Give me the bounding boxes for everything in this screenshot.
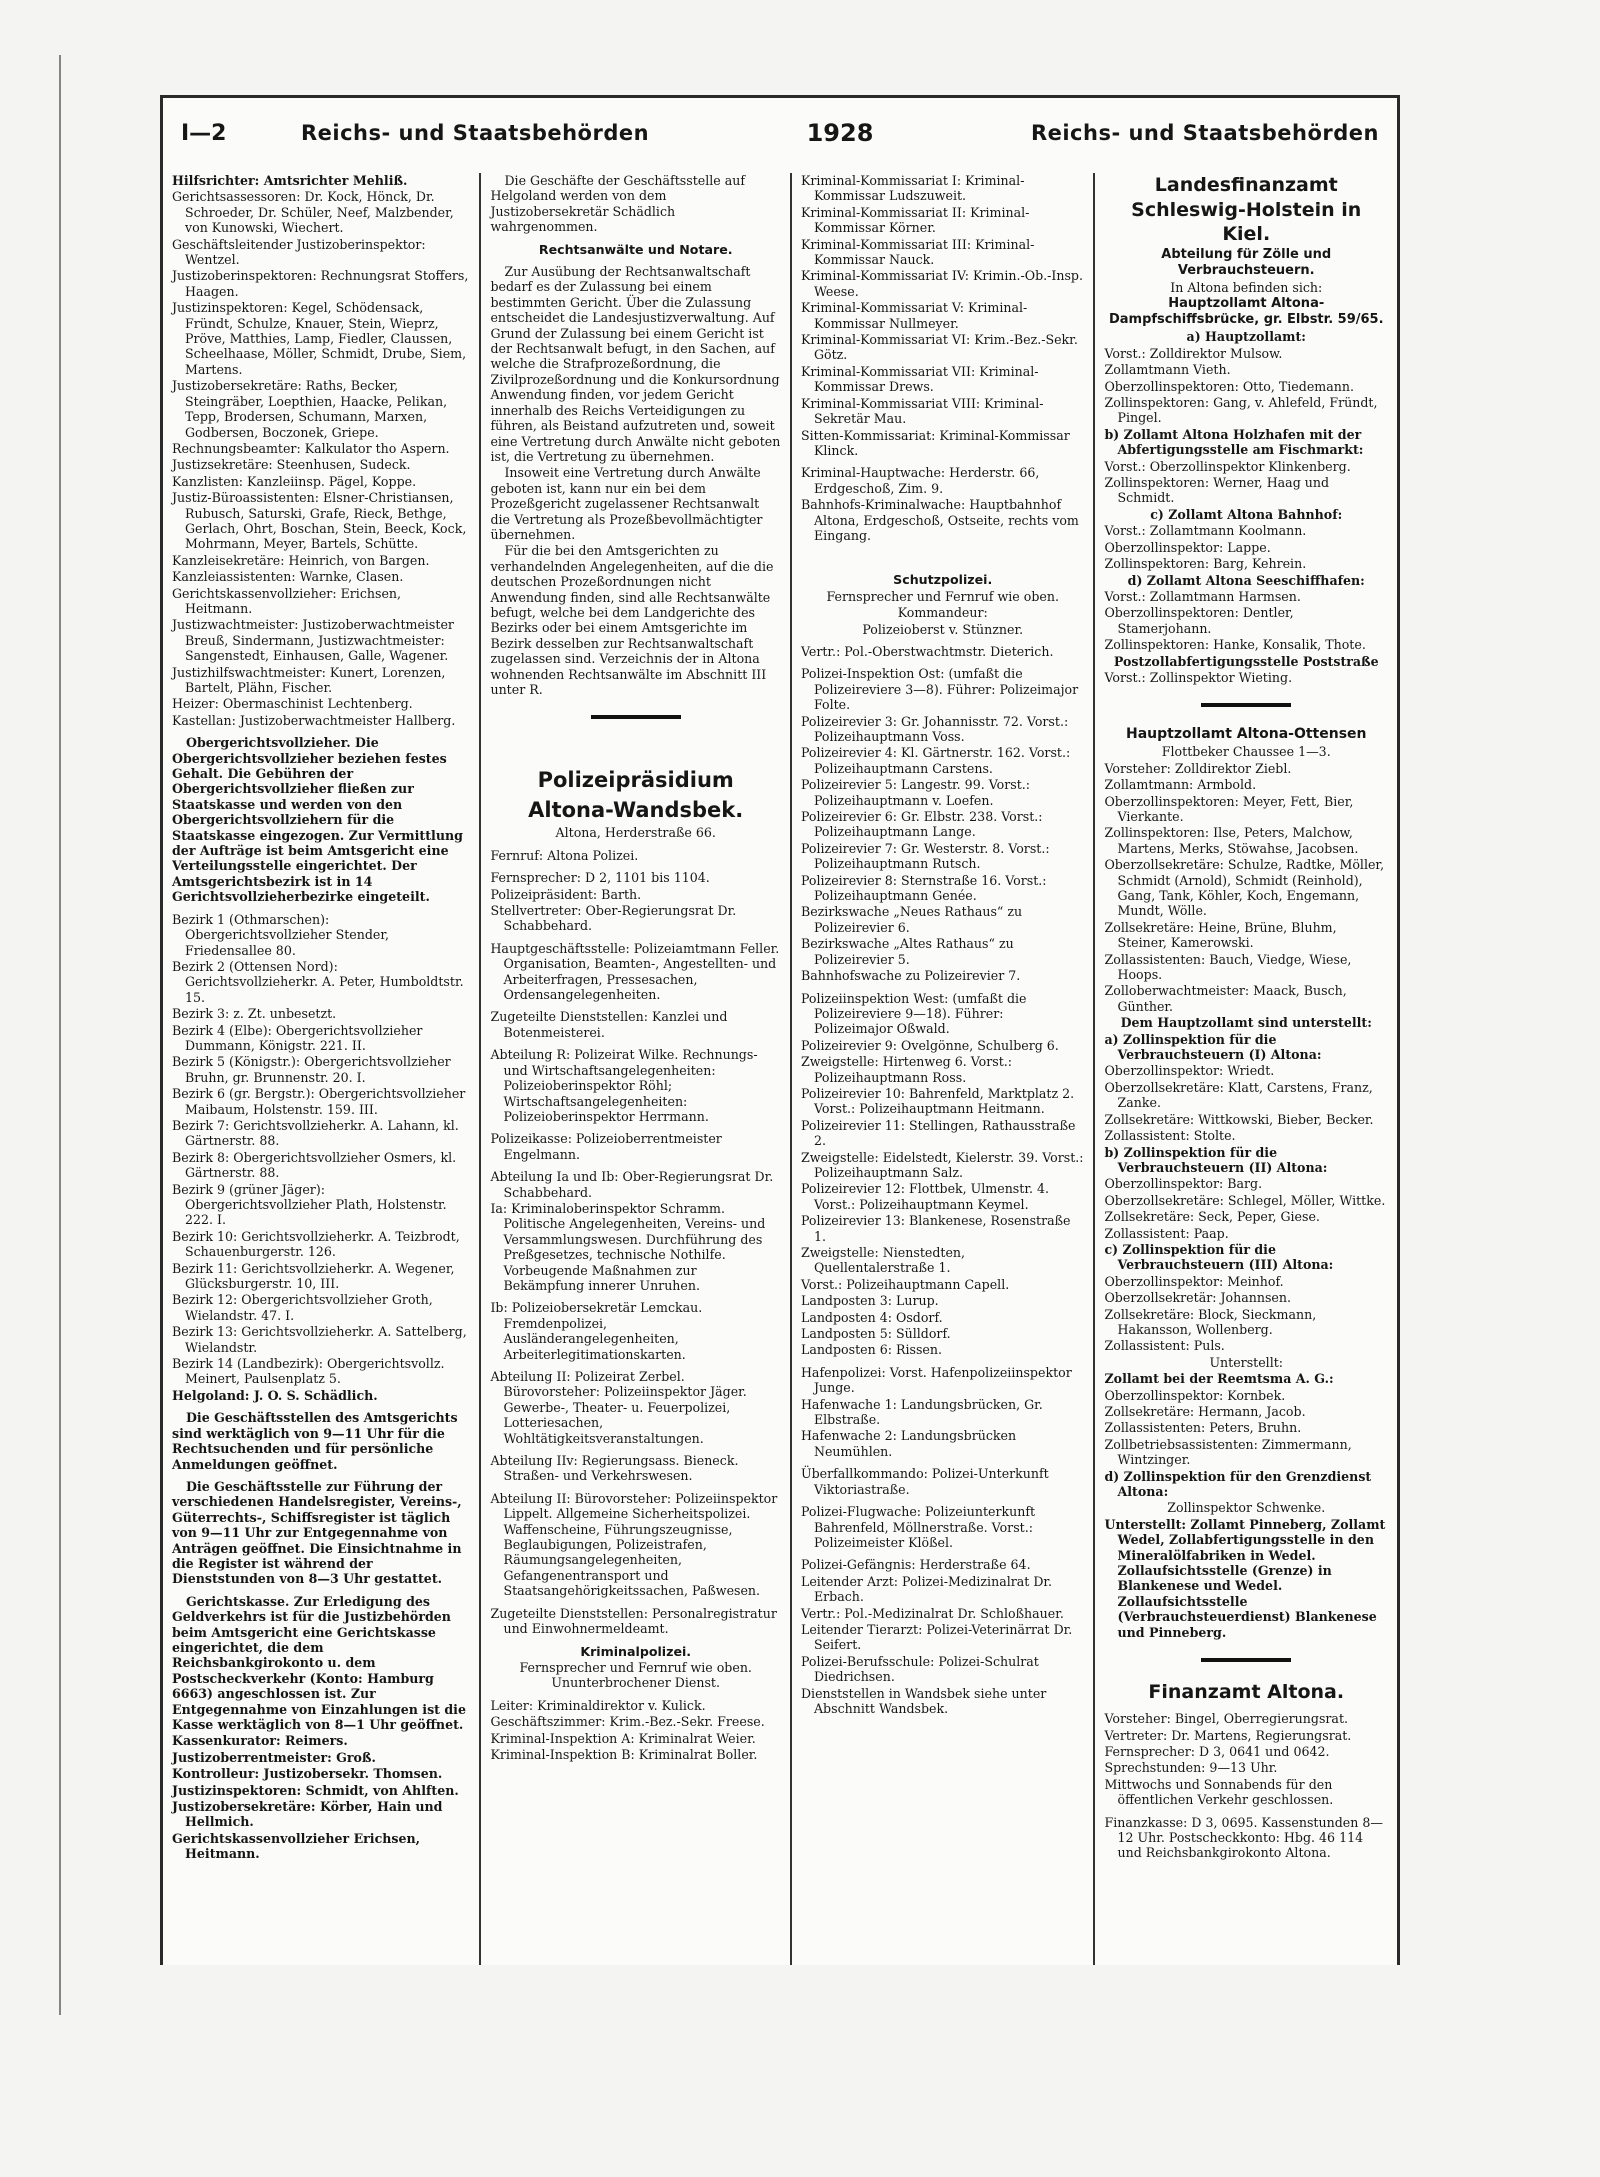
address: Flottbeker Chaussee 1—3.: [1161, 744, 1331, 760]
section-title: Altona-Wandsbek.: [528, 798, 744, 823]
entry: Oberzollinspektor: Kornbek.: [1104, 1387, 1286, 1403]
entry: Vorst.: Zolldirektor Mulsow.: [1104, 345, 1283, 361]
subheading: Polizeioberst v. Stünzner.: [862, 621, 1024, 637]
entry: Oberzollinspektoren: Meyer, Fett, Bier, Vierkante.: [1104, 793, 1354, 824]
bezirk-entry: Bezirk 2 (Ottensen Nord): Gerichtsvollzieherkr. A. Peter, Humboldtstr. 15.: [172, 958, 464, 1005]
subheading: a) Hauptzollamt:: [1186, 329, 1306, 345]
bezirk-entry: Bezirk 12: Obergerichtsvollzieher Groth, Wielandstr. 47. I.: [172, 1292, 433, 1323]
section-divider: [1201, 703, 1291, 707]
header-left-title: Reichs- und Staatsbehörden: [301, 121, 650, 145]
entry: Kanzleiassistenten: Warnke, Clasen.: [172, 569, 404, 585]
entry: Stellvertreter: Ober-Regierungsrat Dr. Schabbehard.: [490, 903, 737, 934]
entry: Zugeteilte Dienststellen: Kanzlei und Botenmeisterei.: [490, 1009, 728, 1040]
entry: Zollamt bei der Reemtsma A. G.:: [1104, 1371, 1334, 1387]
entry: Zolloberwachtmeister: Maack, Busch, Günther.: [1104, 983, 1347, 1014]
entry: Zollamtmann Vieth.: [1104, 362, 1231, 378]
entry: Überfallkommando: Polizei-Unterkunft Viktoriastraße.: [800, 1466, 1049, 1497]
entry: Polizeirevier 9: Ovelgönne, Schulberg 6.: [800, 1037, 1059, 1053]
entry: Justizoberrentmeister: Groß.: [172, 1749, 376, 1765]
bezirk-entry: Bezirk 10: Gerichtsvollzieherkr. A. Teizbrodt, Schauenburgerstr. 126.: [172, 1228, 460, 1260]
entry: Bezirkswache „Neues Rathaus“ zu Polizeirevier 6.: [800, 904, 1023, 935]
subheading: Hauptzollamt Altona-Dampfschiffsbrücke, gr. Elbstr. 59/65.: [1108, 296, 1384, 328]
entry: Oberzollsekretäre: Schulze, Radtke, Möller, Schmidt (Arnold), Schmidt (Reinhold), Gang, Tank, Köhler, Koch, Engemann, Mundt, Wölle.: [1104, 857, 1385, 919]
subheading: Kommandeur:: [897, 605, 988, 621]
section-heading: Schutzpolizei.: [893, 572, 993, 588]
entry: d) Zollinspektion für den Grenzdienst Altona:: [1104, 1468, 1372, 1500]
section-title: Hauptzollamt Altona-Ottensen: [1125, 726, 1367, 743]
entry: Leiter: Kriminaldirektor v. Kulick.: [490, 1697, 706, 1713]
entry: Justizwachtmeister: Justizoberwachtmeister Breuß, Sindermann, Justizwachtmeister: Sangenstedt, Einhausen, Galle, Wagener.: [172, 617, 454, 664]
entry: Zollsekretäre: Heine, Brüne, Bluhm, Steiner, Kamerowski.: [1104, 919, 1337, 951]
entry: Justizoberinspektoren: Rechnungsrat Stoffers, Haagen.: [172, 268, 469, 299]
entry: Kriminal-Kommissariat VIII: Kriminal-Sekretär Mau.: [800, 395, 1044, 427]
paragraph: Die Geschäftsstelle zur Führung der verschiedenen Handelsregister, Vereins-, Güterrechts-, Schiffsregister ist täglich von 9—11 Uhr zur Entgegennahme von Anträgen geöffnet. Die Einsichtnahme in die Register ist während der Dienststunden von 8—3 Uhr gestattet.: [172, 1478, 462, 1587]
entry: Gerichtsassessoren: Dr. Kock, Hönck, Dr. Schroeder, Dr. Schüler, Neef, Malzbender, von Kunowski, Wiechert.: [172, 189, 454, 236]
entry: Zollbetriebsassistenten: Zimmermann, Wintzinger.: [1104, 1436, 1352, 1468]
paragraph: Zur Ausübung der Rechtsanwaltschaft bedarf es der Zulassung bei einem bestimmten Gericht. Über die Zulassung entscheidet die Landesjustizverwaltung. Auf Grund der Zulassung bei einem Gericht ist der Rechtsanwalt befugt, in den Sachen, auf welche die Strafprozeßordnung, die Zivilprozeßordnung und die Konkursordnung Anwendung finden, vor jedem Gericht innerhalb des Reichs Verteidigungen zu führen, als Beistand aufzutreten und, soweit eine Vertretung durch Anwälte nicht geboten ist, die Vertretung zu übernehmen.: [490, 264, 781, 464]
entry: Polizeirevier 13: Blankenese, Rosenstraße 1.: [800, 1213, 1071, 1244]
section-title: Finanzamt Altona.: [1148, 1681, 1345, 1704]
address: Altona, Herderstraße 66.: [555, 825, 716, 841]
entry: c) Zollinspektion für die Verbrauchsteuern (III) Altona:: [1104, 1241, 1334, 1273]
entry: Vorst.: Zollamtmann Harmsen.: [1104, 588, 1301, 604]
bezirk-entry: Bezirk 7: Gerichtsvollzieherkr. A. Lahann, kl. Gärtnerstr. 88.: [172, 1117, 459, 1149]
entry: Oberzollsekretäre: Klatt, Carstens, Franz, Zanke.: [1104, 1079, 1373, 1111]
bezirk-entry: Bezirk 6 (gr. Bergstr.): Obergerichtsvollzieher Maibaum, Holstenstr. 159. III.: [172, 1086, 466, 1117]
bezirk-entry: Bezirk 1 (Othmarschen): Obergerichtsvollzieher Stender, Friedensallee 80.: [172, 911, 389, 958]
entry: Zollassistent: Stolte.: [1104, 1128, 1236, 1144]
section-divider: [591, 715, 681, 719]
entry: Zugeteilte Dienststellen: Personalregistratur und Einwohnermeldeamt.: [490, 1605, 777, 1637]
entry: Polizeirevier 7: Gr. Westerstr. 8. Vorst.: Polizeihauptmann Rutsch.: [800, 840, 1050, 872]
bezirk-entry: Bezirk 4 (Elbe): Obergerichtsvollzieher Dummann, Königstr. 221. II.: [172, 1022, 423, 1053]
entry: Kriminal-Kommissariat III: Kriminal-Kommissar Nauck.: [800, 236, 1035, 268]
entry: Polizeikasse: Polizeioberrentmeister Engelmann.: [490, 1131, 722, 1162]
entry: a) Zollinspektion für die Verbrauchsteuern (I) Altona:: [1104, 1031, 1322, 1063]
entry: Justizobersekretäre: Raths, Becker, Steingräber, Loepthien, Haacke, Pelikan, Tepp, Brodersen, Schumann, Marxen, Godbersen, Boczonek, Griepe.: [172, 378, 448, 440]
entry: Fernsprecher: D 2, 1101 bis 1104.: [490, 870, 710, 886]
entry: Zweigstelle: Hirtenweg 6. Vorst.: Polizeihauptmann Ross.: [800, 1054, 1013, 1085]
paragraph: Die Geschäftsstellen des Amtsgerichts sind werktäglich von 9—11 Uhr für die Rechtsuchenden und für persönliche Anmeldungen geöffnet.: [172, 1410, 458, 1472]
entry: Vorst.: Oberzollinspektor Klinkenberg.: [1104, 458, 1351, 474]
entry: Vorst.: Polizeihauptmann Capell.: [800, 1276, 1010, 1292]
entry: Zollinspektoren: Gang, v. Ahlefeld, Fründt, Pingel.: [1104, 395, 1378, 426]
entry: Kriminal-Kommissariat IV: Krimin.-Ob.-Insp. Weese.: [800, 268, 1084, 299]
entry: Fernsprecher: D 3, 0641 und 0642.: [1104, 1743, 1330, 1759]
entry: Vorst.: Zollamtmann Koolmann.: [1104, 523, 1307, 539]
entry: Justizinspektoren: Kegel, Schödensack, Fründt, Schulze, Knauer, Stein, Wieprz, Pröve, Matthies, Lamp, Fiedler, Claussen, Scheelhaase, Möller, Schmidt, Drube, Siem, Martens.: [172, 300, 467, 377]
paragraph: Für die bei den Amtsgerichten zu verhandelnden Angelegenheiten, auf die die deutschen Prozeßordnungen nicht Anwendung finden, sind alle Rechtsanwälte befugt, welche bei dem Landgerichte des Bezirks oder bei einem Amtsgerichte im Bezirk desselben zur Rechtsanwaltschaft zugelassen sind. Verzeichnis der in Altona wohnenden Rechtsanwälte im Abschnitt III unter R.: [490, 543, 774, 697]
column-3: [790, 173, 1094, 1965]
bezirk-entry: Bezirk 3: z. Zt. unbesetzt.: [172, 1006, 337, 1022]
section-divider: [1201, 1658, 1291, 1662]
entry: Hafenwache 1: Landungsbrücken, Gr. Elbstraße.: [800, 1396, 1043, 1428]
subheading: Abteilung für Zölle und Verbrauchsteuern.: [1161, 247, 1332, 278]
scan-margin-line: [59, 55, 61, 2015]
entry: Oberzollinspektoren: Dentler, Stamerjohann.: [1104, 605, 1294, 636]
entry: Polizeiinspektion West: (umfaßt die Polizeireviere 9—18). Führer: Polizeimajor Oßwald.: [800, 990, 1027, 1037]
entry: Zollassistenten: Peters, Bruhn.: [1104, 1420, 1302, 1436]
entry: Zollassistent: Paap.: [1104, 1225, 1229, 1241]
entry: Oberzollsekretär: Johannsen.: [1104, 1290, 1291, 1306]
entry: Geschäftszimmer: Krim.-Bez.-Sekr. Freese.: [490, 1714, 765, 1730]
entry: Heizer: Obermaschinist Lechtenberg.: [172, 696, 413, 712]
section-heading: Rechtsanwälte und Notare.: [538, 241, 733, 257]
entry: Zollinspektoren: Werner, Haag und Schmidt.: [1104, 475, 1330, 506]
bezirk-entry: Bezirk 8: Obergerichtsvollzieher Osmers, kl. Gärtnerstr. 88.: [172, 1149, 457, 1181]
entry: Oberzollsekretäre: Schlegel, Möller, Wittke.: [1104, 1192, 1386, 1208]
entry: Landposten 5: Sülldorf.: [800, 1326, 951, 1342]
entry: Polizei-Gefängnis: Herderstraße 64.: [800, 1557, 1031, 1573]
entry: Polizeirevier 4: Kl. Gärtnerstr. 162. Vorst.: Polizeihauptmann Carstens.: [800, 745, 1071, 776]
section-title: Polizeipräsidium: [537, 768, 734, 793]
paragraph: Insoweit eine Vertretung durch Anwälte geboten ist, kann nur ein bei dem Prozeßgericht zugelassener Rechtsanwalt die Vertretung als Prozeßbevollmächtigter übernehmen.: [490, 465, 763, 542]
entry: Zollinspektor Schwenke.: [1167, 1500, 1326, 1516]
bezirk-entry: Bezirk 9 (grüner Jäger): Obergerichtsvollzieher Plath, Holstenstr. 222. I.: [172, 1181, 447, 1228]
subheading: c) Zollamt Altona Bahnhof:: [1150, 506, 1343, 522]
entry: Sprechstunden: 9—13 Uhr.: [1104, 1760, 1278, 1776]
paragraph: Die Geschäfte der Geschäftsstelle auf Helgoland werden von dem Justizobersekretär Schädlich wahrgenommen.: [490, 173, 746, 235]
entry: Kassenkurator: Reimers.: [172, 1733, 348, 1749]
entry: Justizinspektoren: Schmidt, von Ahlften.: [172, 1782, 459, 1798]
entry: Polizei-Flugwache: Polizeiunterkunft Bahrenfeld, Möllnerstraße. Vorst.: Polizeimeister Klößel.: [800, 1504, 1036, 1550]
page-number: I—2: [181, 120, 227, 146]
document-page: [160, 95, 1400, 1965]
entry: Kriminal-Kommissariat VI: Krim.-Bez.-Sekr. Götz.: [800, 332, 1078, 363]
section-heading: Kriminalpolizei.: [580, 1643, 692, 1659]
entry: Kriminal-Kommissariat II: Kriminal-Kommissar Körner.: [800, 204, 1030, 236]
subheading: Postzollabfertigungsstelle Poststraße: [1113, 653, 1379, 669]
entry: Oberzollinspektoren: Otto, Tiedemann.: [1104, 378, 1354, 394]
entry: Zollsekretäre: Block, Sieckmann, Hakansson, Wollenberg.: [1104, 1306, 1317, 1337]
entry: Vorsteher: Zolldirektor Ziebl.: [1104, 760, 1292, 776]
entry: Zollinspektoren: Hanke, Konsalik, Thote.: [1104, 637, 1366, 653]
entry: Kontrolleur: Justizobersekr. Thomsen.: [172, 1766, 443, 1782]
entry: Abteilung II: Bürovorsteher: Polizeiinspektor Lippelt. Allgemeine Sicherheitspolizei. Waffenscheine, Führungszeugnisse, Beglaubigungen, Polizeistrafen, Räumungsangelegenheiten, Gefangenentransport und Staatsangehörigkeitssachen, Paßwesen.: [490, 1490, 778, 1599]
entry: Justizhilfswachtmeister: Kunert, Lorenzen, Bartelt, Plähn, Fischer.: [172, 664, 446, 695]
entry: Zollassistent: Puls.: [1104, 1338, 1225, 1354]
entry: Justizsekretäre: Steenhusen, Sudeck.: [172, 457, 411, 473]
entry: Zollinspektoren: Ilse, Peters, Malchow, Martens, Merks, Stöwahse, Jacobsen.: [1104, 825, 1359, 856]
header-year: 1928: [806, 119, 874, 147]
entry: Polizei-Berufsschule: Polizei-Schulrat Diedrichsen.: [800, 1653, 1039, 1685]
header-right-title: Reichs- und Staatsbehörden: [1030, 121, 1379, 145]
entry: Abteilung Ia und Ib: Ober-Regierungsrat Dr. Schabbehard.: [490, 1169, 774, 1200]
entry: Kriminal-Inspektion A: Kriminalrat Weier.: [490, 1730, 756, 1746]
entry: Vorsteher: Bingel, Oberregierungsrat.: [1104, 1711, 1349, 1727]
subheading: Unterstellt:: [1209, 1354, 1284, 1370]
subheading: Dem Hauptzollamt sind unterstellt:: [1120, 1015, 1372, 1031]
entry: Kriminal-Inspektion B: Kriminalrat Boller.: [490, 1746, 758, 1762]
column-4: [1093, 173, 1397, 1965]
entry: Polizeirevier 3: Gr. Johannisstr. 72. Vorst.: Polizeihauptmann Voss.: [800, 713, 1069, 744]
entry: Kriminal-Kommissariat V: Kriminal-Kommissar Nullmeyer.: [800, 300, 1028, 331]
entry: Hafenpolizei: Vorst. Hafenpolizeiinspektor Junge.: [800, 1364, 1072, 1396]
entry: Landposten 3: Lurup.: [800, 1293, 939, 1309]
entry: b) Zollinspektion für die Verbrauchsteuern (II) Altona:: [1104, 1144, 1328, 1175]
entry: Helgoland: J. O. S. Schädlich.: [172, 1387, 378, 1403]
section-title: Schleswig-Holstein in Kiel.: [1131, 199, 1362, 245]
entry: Kanzlisten: Kanzleiinsp. Pägel, Koppe.: [172, 473, 417, 489]
entry: Abteilung II: Polizeirat Zerbel. Bürovorsteher: Polizeiinspektor Jäger. Gewerbe-, Theater- u. Feuerpolizei, Lotteriesachen, Wohltätigkeitsveranstaltungen.: [490, 1369, 747, 1446]
subheading: d) Zollamt Altona Seeschiffhafen:: [1127, 572, 1365, 588]
entry: Bezirkswache „Altes Rathaus“ zu Polizeirevier 5.: [800, 936, 1014, 967]
text-columns: [163, 173, 1397, 1965]
paragraph: Obergerichtsvollzieher. Die Obergerichtsvollzieher beziehen festes Gehalt. Die Gebühren der Obergerichtsvollzieher fließen zur Staatskasse und werden von den Obergerichtsvollziehern für die Staatskasse eingezogen. Zur Vermittlung der Aufträge ist beim Amtsgericht eine Verteilungsstelle eingerichtet. Der Amtsgerichtsbezirk ist in 14 Gerichtsvollzieherbezirke eingeteilt.: [172, 735, 463, 905]
entry: Hilfsrichter: Amtsrichter Mehliß.: [172, 173, 408, 188]
entry: Vorst.: Zollinspektor Wieting.: [1104, 669, 1293, 685]
entry: Landposten 6: Rissen.: [800, 1342, 942, 1358]
bezirk-entry: Bezirk 14 (Landbezirk): Obergerichtsvollz. Meinert, Paulsenplatz 5.: [172, 1356, 445, 1387]
entry: Ib: Polizeiobersekretär Lemckau. Fremdenpolizei, Ausländerangelegenheiten, Arbeiterlegitimationskarten.: [490, 1300, 703, 1362]
entry: Polizeirevier 5: Langestr. 99. Vorst.: Polizeihauptmann v. Loefen.: [800, 777, 1031, 808]
running-header: [163, 98, 1397, 168]
entry: Leitender Arzt: Polizei-Medizinalrat Dr. Erbach.: [800, 1573, 1053, 1605]
entry: Zweigstelle: Eidelstedt, Kielerstr. 39. Vorst.: Polizeihauptmann Salz.: [800, 1149, 1084, 1180]
entry: Finanzkasse: D 3, 0695. Kassenstunden 8—12 Uhr. Postscheckkonto: Hbg. 46 114 und Reichsbankgirokonto Altona.: [1104, 1814, 1383, 1861]
entry: Gerichtskassenvollzieher: Erichsen, Heitmann.: [172, 585, 402, 616]
entry: Zollsekretäre: Seck, Peper, Giese.: [1104, 1209, 1320, 1225]
entry: Oberzollinspektor: Wriedt.: [1104, 1063, 1275, 1079]
subheading: Fernsprecher und Fernruf wie oben. Ununterbrochener Dienst.: [519, 1659, 752, 1691]
entry: Zollsekretäre: Wittkowski, Bieber, Becker.: [1104, 1111, 1374, 1127]
entry: Polizeirevier 12: Flottbek, Ulmenstr. 4. Vorst.: Polizeihauptmann Keymel.: [800, 1181, 1049, 1212]
entry: Abteilung IIv: Regierungsass. Bieneck. Straßen- und Verkehrswesen.: [490, 1453, 739, 1484]
bezirk-entry: Bezirk 11: Gerichtsvollzieherkr. A. Wegener, Glücksburgerstr. 10, III.: [172, 1260, 455, 1292]
entry: Polizeirevier 10: Bahrenfeld, Marktplatz 2. Vorst.: Polizeihauptmann Heitmann.: [800, 1085, 1075, 1117]
entry: Landposten 4: Osdorf.: [800, 1309, 943, 1325]
entry: Vertr.: Pol.-Medizinalrat Dr. Schloßhauer.: [800, 1605, 1064, 1621]
entry: Oberzollinspektor: Lappe.: [1104, 539, 1271, 555]
entry: Bahnhofs-Kriminalwache: Hauptbahnhof Altona, Erdgeschoß, Ostseite, rechts vom Eingang.: [800, 497, 1079, 543]
subheading: Fernsprecher und Fernruf wie oben.: [826, 588, 1059, 604]
entry: Ia: Kriminaloberinspektor Schramm. Politische Angelegenheiten, Vereins- und Versammlungswesen. Durchführung des Preßgesetzes, technische Nothilfe. Vorbeugende Maßnahmen zur Bekämpfung innerer Unruhen.: [490, 1200, 766, 1293]
entry: Zollamtmann: Armbold.: [1104, 777, 1257, 793]
entry: Oberzollinspektor: Barg.: [1104, 1176, 1263, 1192]
entry: Kastellan: Justizoberwachtmeister Hallberg.: [172, 712, 456, 728]
entry: Unterstellt: Zollamt Pinneberg, Zollamt Wedel, Zollabfertigungsstelle in den Mineralölfabriken in Wedel. Zollaufsichtsstelle (Grenze) in Blankenese und Wedel. Zollaufsichtsstelle (Verbrauchsteuerdienst) Blankenese und Pinneberg.: [1104, 1516, 1386, 1640]
entry: Vertr.: Pol.-Oberstwachtmstr. Dieterich.: [800, 643, 1054, 659]
entry: Vertreter: Dr. Martens, Regierungsrat.: [1104, 1727, 1352, 1743]
entry: Hauptgeschäftsstelle: Polizeiamtmann Feller. Organisation, Beamten-, Angestellten- und Arbeiterfragen, Pressesachen, Ordensangelegenheiten.: [490, 940, 780, 1003]
entry: Oberzollinspektor: Meinhof.: [1104, 1273, 1284, 1289]
column-1: [163, 173, 479, 1965]
entry: Polizeipräsident: Barth.: [490, 886, 642, 902]
entry: Zollsekretäre: Hermann, Jacob.: [1104, 1404, 1306, 1419]
subheading: In Altona befinden sich:: [1170, 280, 1323, 295]
entry: Zweigstelle: Nienstedten, Quellentalerstraße 1.: [800, 1245, 966, 1276]
entry: Geschäftsleitender Justizoberinspektor: Wentzel.: [172, 236, 426, 268]
entry: Fernruf: Altona Polizei.: [490, 847, 639, 863]
entry: Kriminal-Hauptwache: Herderstr. 66, Erdgeschoß, Zim. 9.: [800, 465, 1040, 496]
bezirk-entry: Bezirk 5 (Königstr.): Obergerichtsvollzieher Bruhn, gr. Brunnenstr. 20. I.: [172, 1054, 451, 1085]
entry: b) Zollamt Altona Holzhafen mit der Abfertigungsstelle am Fischmarkt:: [1104, 426, 1364, 458]
entry: Kriminal-Kommissariat VII: Kriminal-Kommissar Drews.: [800, 363, 1039, 395]
entry: Leitender Tierarzt: Polizei-Veterinärrat Dr. Seifert.: [800, 1621, 1073, 1653]
entry: Zollinspektoren: Barg, Kehrein.: [1104, 556, 1307, 572]
paragraph: Gerichtskasse. Zur Erledigung des Geldverkehrs ist für die Justizbehörden beim Amtsgericht eine Gerichtskasse eingerichtet, die dem Reichsbankgirokonto u. dem Postscheckverkehr (Konto: Hamburg 6663) angeschlossen ist. Zur Entgegennahme von Einzahlungen ist die Kasse werktäglich von 8—1 Uhr geöffnet.: [172, 1593, 466, 1732]
entry: Sitten-Kommissariat: Kriminal-Kommissar Klinck.: [800, 427, 1070, 458]
entry: Dienststellen in Wandsbek siehe unter Abschnitt Wandsbek.: [800, 1685, 1047, 1716]
column-2: [479, 173, 790, 1965]
entry: Polizei-Inspektion Ost: (umfaßt die Polizeireviere 3—8). Führer: Polizeimajor Folte.: [800, 666, 1079, 713]
entry: Abteilung R: Polizeirat Wilke. Rechnungs- und Wirtschaftsangelegenheiten: Polizeioberinspektor Röhl; Wirtschaftsangelegenheiten: Polizeioberinspektor Herrmann.: [490, 1047, 758, 1124]
entry: Gerichtskassenvollzieher Erichsen, Heitmann.: [172, 1830, 421, 1862]
entry: Polizeirevier 6: Gr. Elbstr. 238. Vorst.: Polizeihauptmann Lange.: [800, 809, 1043, 840]
entry: Zollassistenten: Bauch, Viedge, Wiese, Hoops.: [1104, 951, 1352, 983]
entry: Kanzleisekretäre: Heinrich, von Bargen.: [172, 552, 430, 568]
entry: Kriminal-Kommissariat I: Kriminal-Kommissar Ludszuweit.: [800, 173, 1025, 204]
section-title: Landesfinanzamt: [1154, 174, 1338, 196]
entry: Justizobersekretäre: Körber, Hain und Hellmich.: [172, 1799, 443, 1830]
entry: Polizeirevier 8: Sternstraße 16. Vorst.: Polizeihauptmann Genée.: [800, 872, 1047, 904]
entry: Rechnungsbeamter: Kalkulator tho Aspern.: [172, 440, 450, 456]
entry: Polizeirevier 11: Stellingen, Rathausstraße 2.: [800, 1117, 1076, 1149]
entry: Justiz-Büroassistenten: Elsner-Christiansen, Rubusch, Saturski, Grafe, Rieck, Bethge, Gerlach, Ohrt, Boschan, Stein, Beeck, Kock, Mohrmann, Meyer, Bartels, Schütte.: [172, 490, 467, 552]
entry: Hafenwache 2: Landungsbrücken Neumühlen.: [800, 1428, 1017, 1459]
entry: Bahnhofswache zu Polizeirevier 7.: [800, 968, 1021, 984]
bezirk-entry: Bezirk 13: Gerichtsvollzieherkr. A. Sattelberg, Wielandstr.: [172, 1324, 467, 1355]
entry: Mittwochs und Sonnabends für den öffentlichen Verkehr geschlossen.: [1104, 1776, 1334, 1808]
